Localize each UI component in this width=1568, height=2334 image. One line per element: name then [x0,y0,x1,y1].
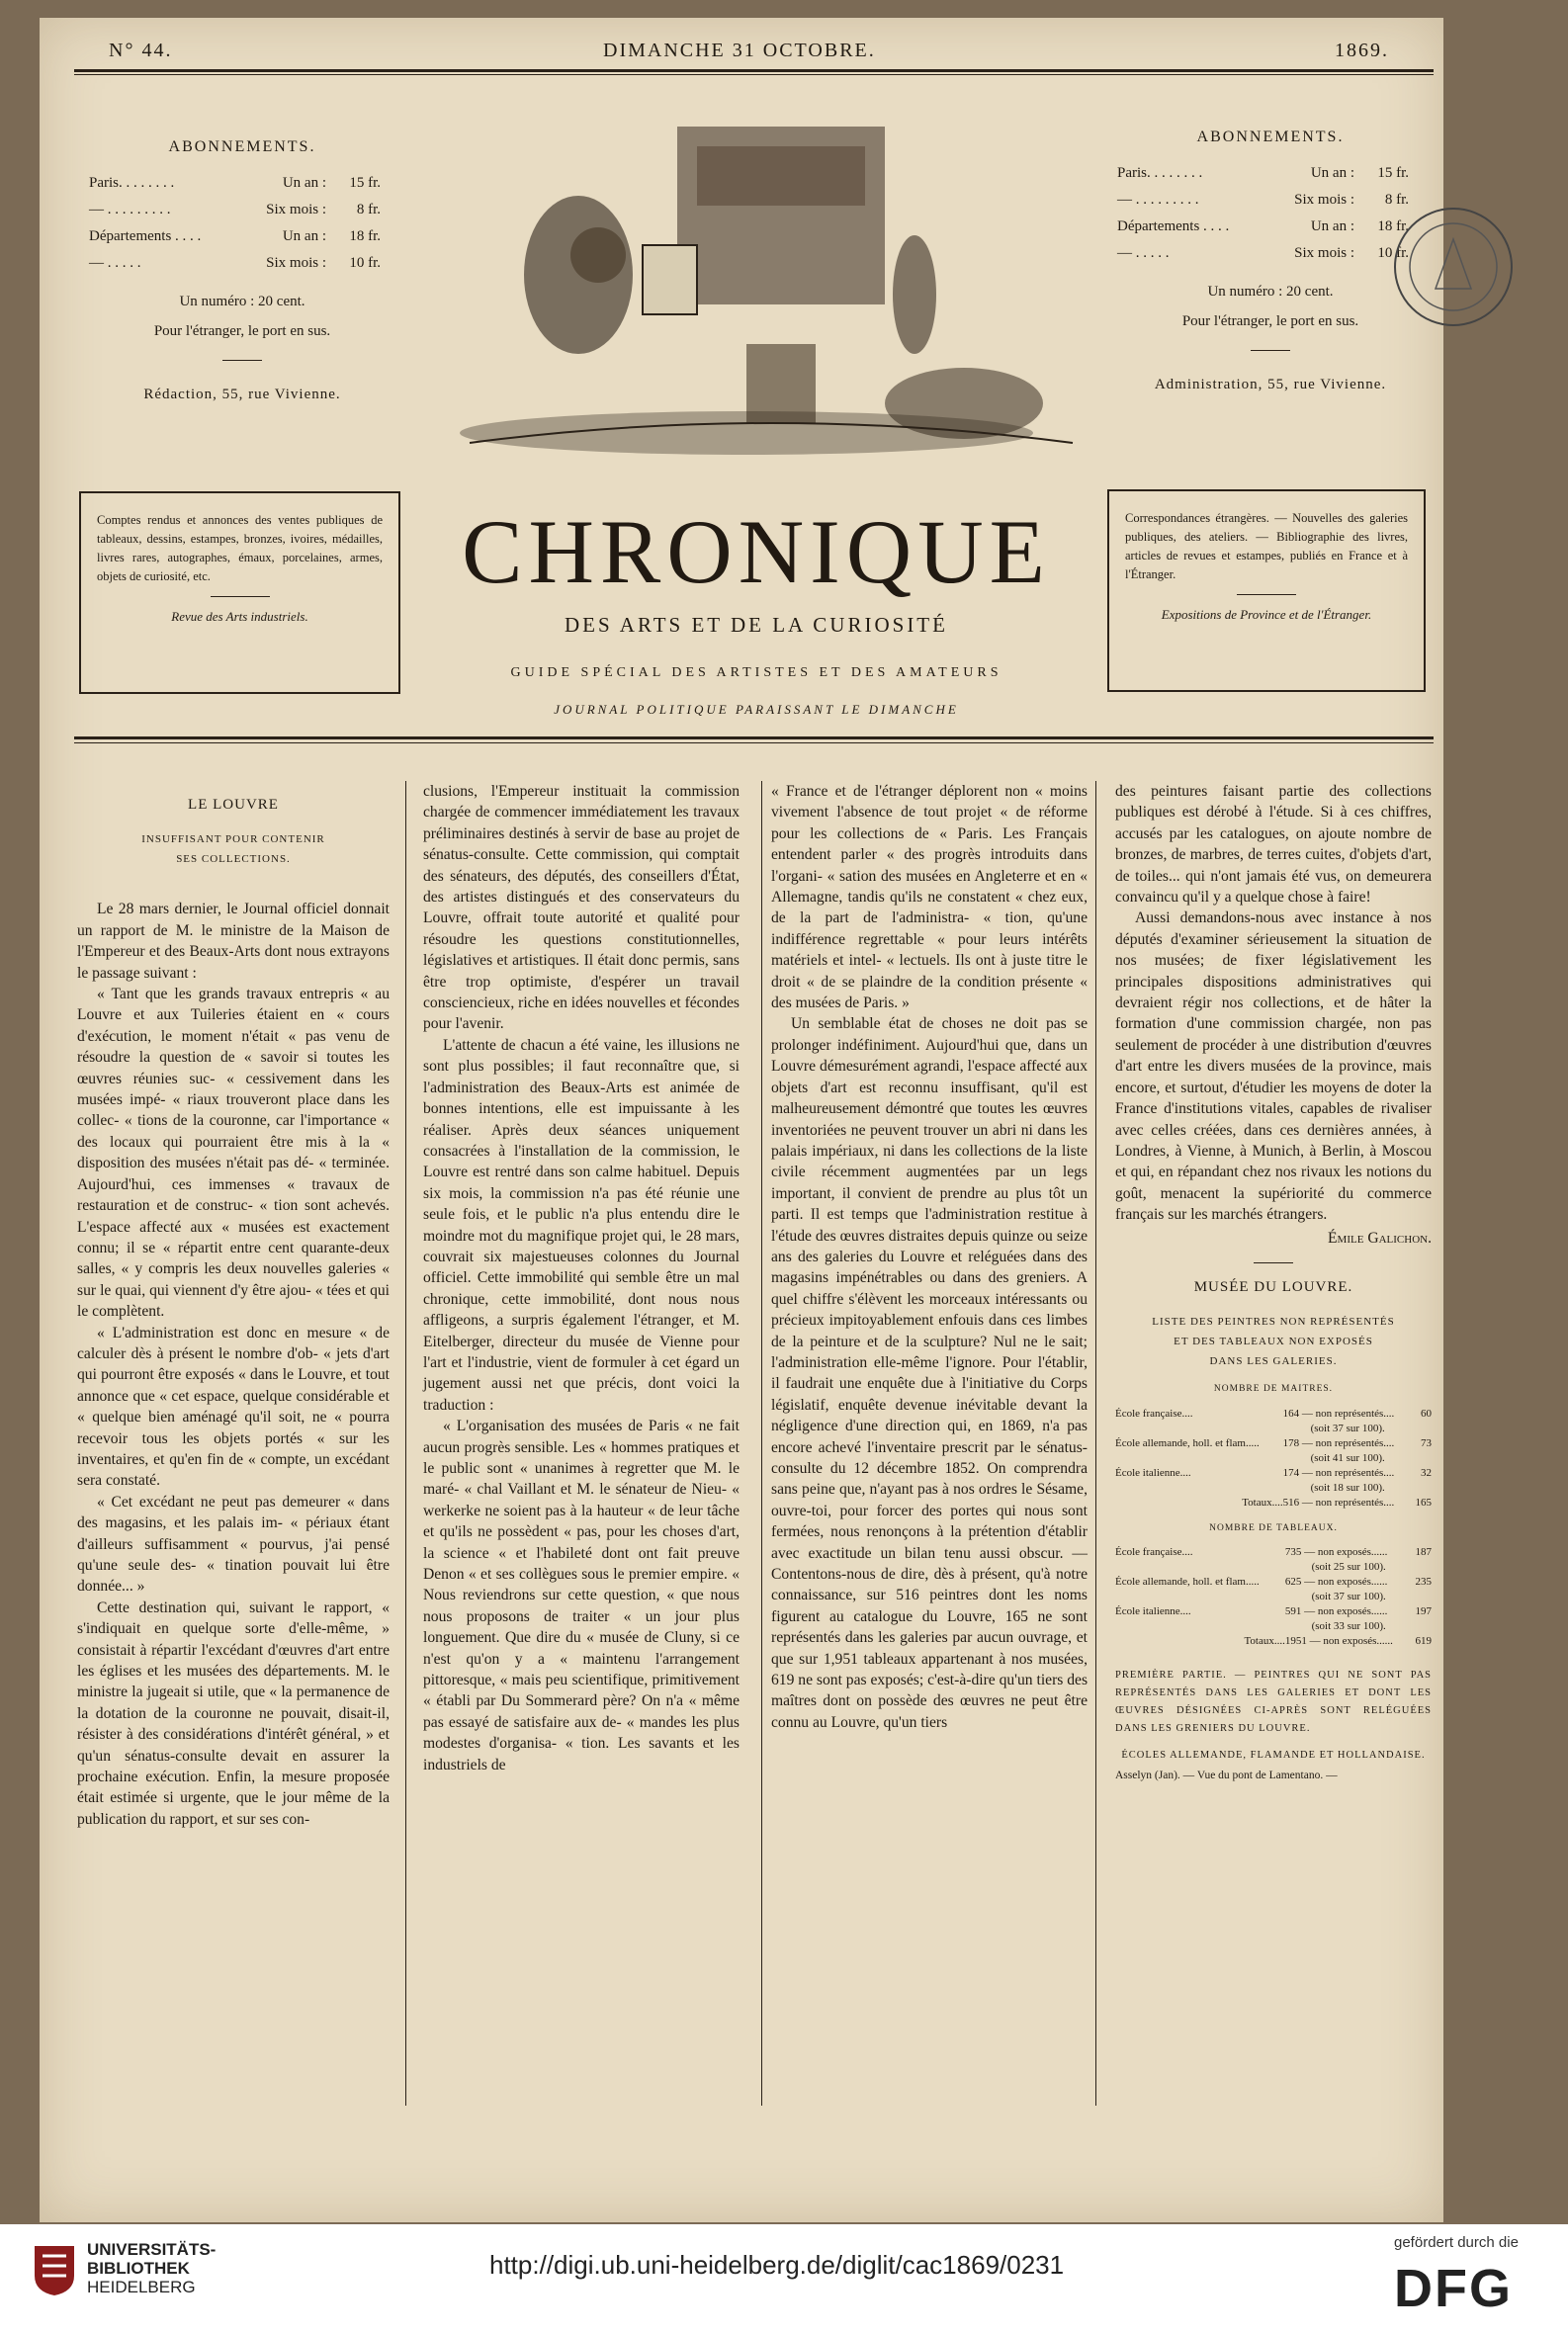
museum-subtitle: DANS LES GALERIES. [1209,1355,1338,1368]
table-row: École italienne.... 591 — non exposés...... 197 [1115,1605,1432,1618]
table-row: (soit 41 sur 100). [1310,1451,1385,1464]
masters-heading: NOMBRE DE MAITRES. [1213,1384,1334,1395]
header-rule [74,736,1434,739]
paragraph: « France et de l'étranger déplorent non « moins vivement l'absence de tout projet « de réforme pour les collections de « Paris. Les Français entendent parler « des progrès introduits dans l'organi- « sation des musées en Angleterre et en « Allemagne, tandis qu'ils ne constatent « chez eux, de la part de l'administra- « tion, qu'une indifférence regrettable « pour leurs intérêts matériels et intel- « lectuels. Ils ont à juste titre le droit « de se plaindre de la condition présente « des musées de Paris. » [771,783,1088,1012]
editorial-address: Rédaction, 55, rue Vivienne. [143,387,341,402]
paragraph: « Tant que les grands travaux entrepris « au Louvre et aux Tuileries étaient en « cours d'exécution, le moment n'était « pas venu de résoudre la question de « savoir si toutes les œuvres réunies suc- « cessivement dans les musées impé- « riaux trouveront place dans les collec- « tions de la couronne, car l'importance « des locaux qui pourraient être mis à la « disposition des musées n'était pas dé- « terminée. Aujourd'hui, ces immenses « travaux de restauration et de construc- « tion sont achevés. L'espace affecté aux « musées est exactement connu; il se « répartit entre cent quarante-deux salles, « y compris les deux nouvelles galeries « sur le quai, qui viennent d'y être ajou- « tées et qui le complètent. [77,986,390,1321]
column-rule [761,781,762,2106]
subscriptions-left: ABONNEMENTS. Paris. . . . . . . . Un an : 15 fr. — . . . . . . . . . Six mois : 8 fr. Départements . . . . Un an : 18 fr. — . . . . . Six mois : 10 fr. Un numéro : 20 cent. Pour l'étranger, le port en sus. Rédaction, 55, rue Vivienne. [89,138,395,403]
table-row: (soit 37 sur 100). [1310,1422,1385,1434]
dfg-logo: DFG [1394,2259,1513,2318]
newspaper-title: CHRONIQUE [462,501,1051,602]
table-row: École française.... 735 — non exposés...... 187 [1115,1546,1432,1559]
table-row: Totaux.... 1951 — non exposés...... 619 [1244,1635,1432,1648]
digitization-url-link[interactable]: http://digi.ub.uni-heidelberg.de/diglit/cac1869/0231 [489,2250,1065,2280]
university-seal-icon [30,2242,79,2297]
article-title: LE LOUVRE [188,797,279,813]
single-issue-price: Un numéro : 20 cent. [1207,284,1334,300]
column-rule [1095,781,1096,2106]
table-row: (soit 33 sur 100). [1311,1620,1386,1633]
info-box-left [79,491,400,694]
museum-title: MUSÉE DU LOUVRE. [1193,1278,1353,1295]
table-row: (soit 25 sur 100). [1311,1561,1386,1574]
table-row: Totaux.... 516 — non représentés.... 165 [1242,1496,1432,1509]
first-entry: Asselyn (Jan). — Vue du pont de Lamentano. — [1115,1770,1338,1782]
paragraph: Cette destination qui, suivant le rapport, « s'indiquait en quelque sorte d'elle-même, » consistait à répartir l'excédant d'œuvres d'art entre les églises et les musées des départements. M. le ministre la jugeait si utile, que « la permanence de la dotation de la couronne ne pouvait, disait-il, résister à des considérations d'intérêt général, » et qu'un sénatus-consulte devait en assurer la prochaine exécution. Enfin, la mesure proposée était estimée si urgente, que le jour même de la publication du rapport, et sur ses con- [77,1599,390,1828]
masthead-line [69,40,1434,69]
article-column-3 [771,781,1088,1733]
subscriptions-right: ABONNEMENTS. Paris. . . . . . . . Un an : 15 fr. — . . . . . . . . . Six mois : 8 fr. Départements . . . . Un an : 18 fr. — . . . . . Six mois : 10 fr. Un numéro : 20 cent. Pour l'étranger, le port en sus. Administration, 55, rue Vivienne. [1117,129,1424,393]
table-row: École allemande, holl. et flam..... 625 — non exposés...... 235 [1115,1576,1432,1589]
newspaper-journal-line: JOURNAL POLITIQUE PARAISSANT LE DIMANCHE [554,702,959,717]
paragraph: des peintures faisant partie des collections publiques est dérobé à l'étude. Si à ces chiffres, accusés par les catalogues, on ajoute nombre de bronzes, de marbres, de terres cuites, d'objets d'art, de toiles... qui n'ont jamais été vus, on demeurera convaincu qu'il y a quelque chose à faire! [1115,783,1432,907]
engraving-illustration [450,107,1092,463]
top-rule-thin [74,74,1434,75]
box-left-text: Comptes rendus et annonces des ventes publiques de tableaux, dessins, estampes, bronzes, ivoires, médailles, livres rares, autographes, émaux, porcelaines, armes, objets de curiosité, etc. [97,513,383,583]
newspaper-tagline: GUIDE SPÉCIAL DES ARTISTES ET DES AMATEURS [510,665,1002,680]
subscriptions-title: ABONNEMENTS. [168,138,316,155]
box-left-footer: Revue des Arts industriels. [171,609,308,624]
paintings-table [1115,1545,1432,1649]
schools-heading: ÉCOLES ALLEMANDE, FLAMANDE ET HOLLANDAISE. [1121,1750,1426,1762]
paragraph: « Cet excédant ne peut pas demeurer « dans des magasins, et les palais im- « périaux étant d'ailleurs suffisamment « pourvus, j'ai pensé qu'une seule des- « tination pouvait lui être donnée... » [77,1493,390,1596]
issue-number: N° 44. [109,40,173,61]
divider [1237,594,1296,595]
article-column-4 [1115,781,1432,1787]
table-row: École italienne.... 174 — non représentés.... 32 [1115,1466,1432,1479]
paragraph: Le 28 mars dernier, le Journal officiel donnait un rapport de M. le ministre de la Maison de l'Empereur et des Beaux-Arts dont nous extrayons le passage suivant : [77,901,390,982]
article-signature: Émile Galichon. [1328,1229,1432,1247]
header-rule-thin [74,742,1434,743]
funding-note: gefördert durch die [1394,2234,1519,2251]
museum-subtitle: LISTE DES PEINTRES NON REPRÉSENTÉS [1152,1316,1395,1329]
table-row: École française.... 164 — non représentés.... 60 [1115,1407,1432,1420]
paragraph: Aussi demandons-nous avec instance à nos députés d'examiner sérieusement la situation de nos musées; de fixer législativement les principales dispositions administratives qui devraient régir nos collections, et de hâter la formation d'une commission chargée, non pas seulement de procéder à une distribution d'œuvres d'art entre les divers musées de la province, mais encore, et surtout, d'étudier les moyens de doter la France d'institutions vitales, capables de rivaliser avec celles créées, dans ces dernières années, à Londres, à Vienne, à Munich, à Berlin, à Moscou et qui, en répandant chez nos rivaux les notions du goût, menacent la supériorité du commerce français sur les marchés étrangers. [1115,909,1432,1224]
divider [1251,350,1290,351]
table-row: (soit 18 sur 100). [1310,1481,1385,1494]
article-column-2 [423,781,740,1775]
article-column-1 [77,781,390,1830]
paragraph: L'attente de chacun a été vaine, les illusions ne sont plus possibles; il faut reconnaître que, si l'administration des Beaux-Arts est animée de bonnes intentions, elle est impuissante à les réaliser. Après deux séances uniquement consacrées à l'installation de la commission, le Louvre est rentré dans son calme habituel. Depuis six mois, la commission n'a pas été réunie une seule fois, et le public n'a plus entendu dire le moindre mot du magnifique projet qui, le 28 mars, couvrait six majestueuses colonnes du Journal officiel. Cette immobilité qui semble être un mal chronique, cette immobilité, dont nous nous affligeons, a surpris également l'étranger, et M. Eitelberger, directeur du musée de Vienne pour l'art et l'industrie, vient de formuler à cet égard un jugement aussi net que précis, dont voici la traduction : [423,1036,740,1414]
divider [211,596,270,597]
table-row: (soit 37 sur 100). [1311,1591,1386,1603]
issue-date: DIMANCHE 31 OCTOBRE. [603,40,876,61]
single-issue-price: Un numéro : 20 cent. [179,294,305,309]
paragraph: Un semblable état de choses ne doit pas se prolonger indéfiniment. Aujourd'hui que, dans un Louvre démesurément agrandi, l'espace affecté aux objets d'art est reconnu insuffisant, qu'il est malheureusement démontré que toutes les œuvres inventoriées ne peuvent trouver un abri ni dans les palais impériaux, ni dans les collections de la liste civile récemment augmentées par un legs important, il convient de prendre au plus tôt un parti. Il est temps que l'administration restitue à l'étude des œuvres distraites depuis quinze ou seize ans des galeries du Louvre et reléguées dans des magasins impénétrables ou dans des greniers. A quel chiffre s'élèvent les morceaux intéressants ou précieux impitoyablement enfouis dans ces limbes de la peinture et de la sculpture? Nul ne le sait; l'administration elle-même l'ignore. Pour l'établir, il faudrait une enquête due à l'initiative du Corps législatif, enquête devenue inévitable devant la négligence d'une direction qui, en 1869, n'a pas encore achevé l'inventaire prescrit par le sénatus-consulte du 12 décembre 1852. On comprendra sans peine que, n'ayant pas à nos ordres le Sésame, ouvre-toi, pour forcer des portes qui nous sont fermées, nous renonçons à la prétention d'établir avec exactitude un bilan tenu aussi obscur. — Contentons-nous de dire, dès à présent, qu'à notre connaissance, sur 516 peintres dont les noms figurent au catalogue du Louvre, 165 ne sont représentés dans les galeries par aucun ouvrage, et que sur 1,951 tableaux appartenant à nos musées, 619 ne sont pas exposés; c'est-à-dire qu'un tiers des maîtres dont on possède des œuvres ne peut être connu au Louvre, qu'un tiers [771,1015,1089,1731]
masters-table [1115,1407,1432,1511]
info-box-right [1107,489,1426,692]
article-subtitle: SES COLLECTIONS. [176,853,291,866]
museum-subtitle: ET DES TABLEAUX NON EXPOSÉS [1174,1336,1373,1348]
administration-address: Administration, 55, rue Vivienne. [1154,377,1387,392]
table-row: École allemande, holl. et flam..... 178 — non représentés.... 73 [1115,1436,1432,1449]
university-name: UNIVERSITÄTS- BIBLIOTHEK HEIDELBERG [87,2240,217,2296]
paintings-heading: NOMBRE DE TABLEAUX. [1209,1522,1338,1533]
paragraph: clusions, l'Empereur instituait la commission chargée de commencer immédiatement les travaux préliminaires destinés à servir de base au projet de sénatus-consulte. Cette commission, qui comptait des sénateurs, des députés, des conseillers d'État, des artistes distingués et des conservateurs du Louvre, offrait toute autorité et qualité pour résoudre les questions constitutionnelles, législatives et artistiques. Il était donc permis, sans être trop optimiste, d'espérer un travail consciencieux, riche en idées nouvelles et fécondes pour l'avenir. [423,783,740,1033]
paragraph: « L'organisation des musées de Paris « ne fait aucun progrès sensible. Les « hommes pratiques et le public sont « unanimes à regretter que M. le maré- « chal Vaillant et M. le sénateur de Nieu- « werkerke ne soient pas à la hauteur « de leur tâche et qu'ils ne possèdent « pas, pour les choses d'art, la science « et l'habileté dont ont fait preuve Denon « et ses collègues sous le premier empire. « Nous reviendrons sur cette question, « que nous nous proposons de traiter « un jour plus longuement. Que dire du « musée de Cluny, si ce n'est qu'on y a « maintenu l'arrangement pittoresque, « mais peu scientifique, primitivement « établi par Du Sommerard père? On n'a « même pas essayé de satisfaire aux de- « mandes les plus modestes d'organisa- « tion. Les savants et les industriels de [423,1418,740,1773]
newspaper-subtitle: DES ARTS ET DE LA CURIOSITÉ [565,613,948,637]
column-rule [405,781,406,2106]
article-subtitle: INSUFFISANT POUR CONTENIR [141,833,325,846]
box-right-footer: Expositions de Province et de l'Étranger. [1161,607,1372,622]
library-stamp-icon [1394,208,1513,326]
paragraph: « L'administration est donc en mesure « de calculer dès à présent le nombre d'ob- « jets d'art qui pourront être exposés « dans le Louvre, et tout annonce que « cet espace, quelque considérable et « quelque bien aménagé qu'il soit, ne « pourra recevoir tous les objets portés « sur les inventaires, et qu'en fin de « compte, un excédant sera constaté. [77,1324,390,1490]
part-one-heading: PREMIÈRE PARTIE. — PEINTRES QUI NE SONT PAS REPRÉSENTÉS DANS LES GALERIES ET DONT LES ŒUVRES DÉSIGNÉES CI-APRÈS SONT RELÉGUÉES DANS LES GRENIERS DU LOUVRE. [1115,1670,1432,1735]
abroad-note: Pour l'étranger, le port en sus. [1181,313,1359,329]
divider [1254,1262,1293,1263]
box-right-text: Correspondances étrangères. — Nouvelles des galeries publiques, des ateliers. — Bibliographie des livres, articles de revues et estampes, publiés en France et à l'Étranger. [1125,511,1408,581]
viewer-footer [0,2224,1568,2334]
subscriptions-title: ABONNEMENTS. [1196,129,1345,145]
abroad-note: Pour l'étranger, le port en sus. [153,323,331,339]
top-rule [74,69,1434,72]
divider [222,360,262,361]
issue-year: 1869. [1335,40,1389,61]
